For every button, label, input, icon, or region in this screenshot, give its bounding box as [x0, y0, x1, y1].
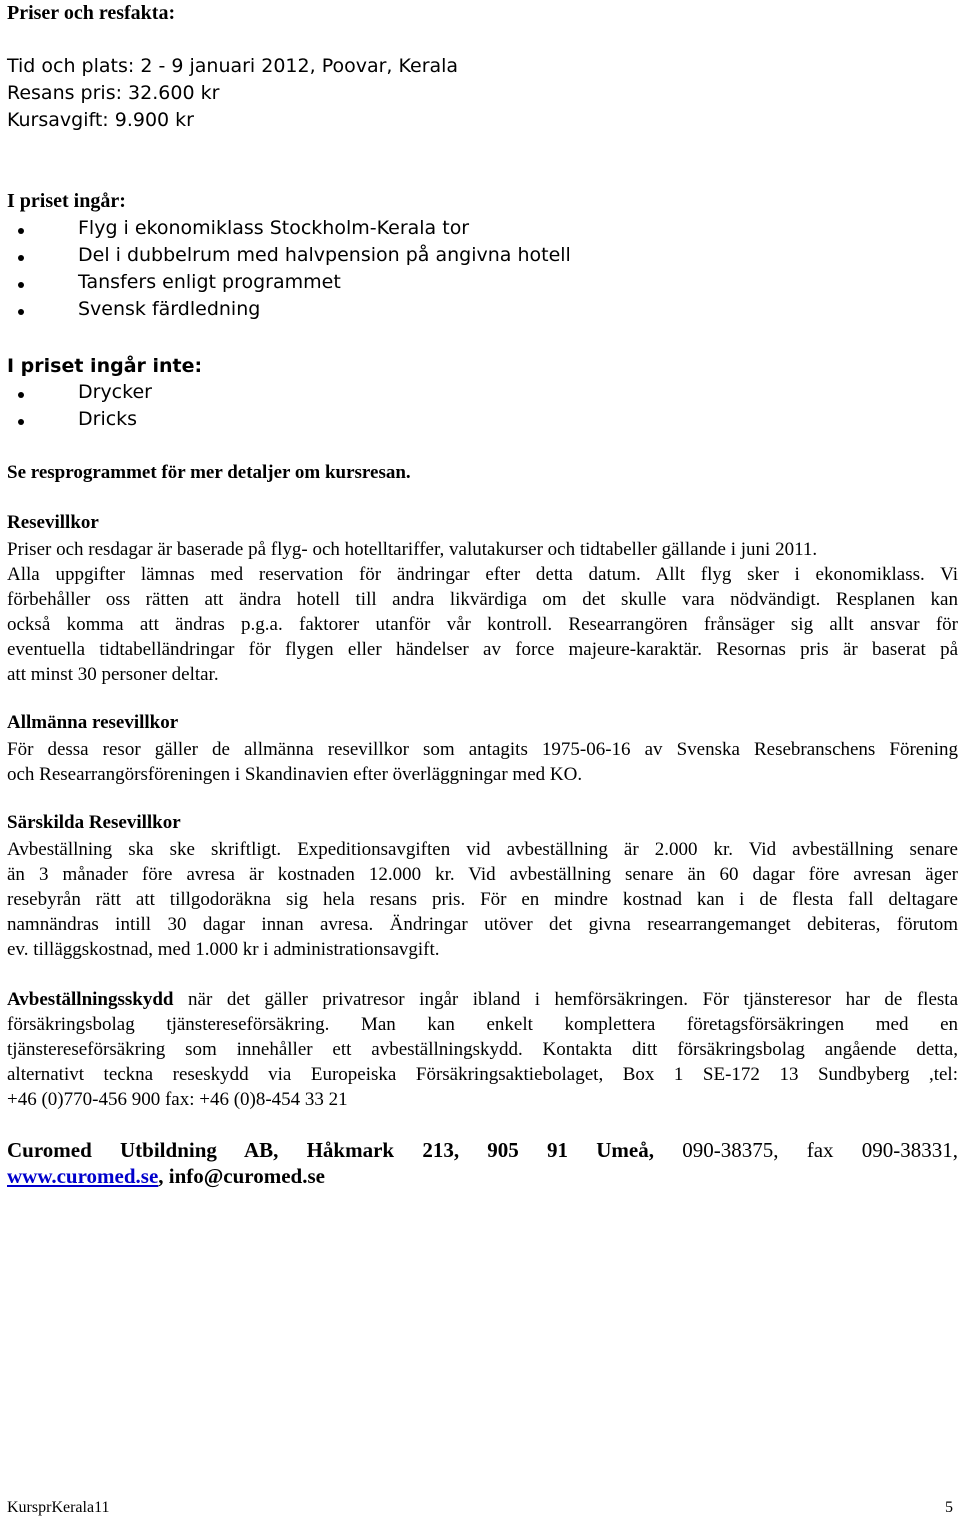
bullet-icon [18, 309, 24, 315]
resevillkor-heading: Resevillkor [7, 512, 99, 533]
not-included-heading: I priset ingår inte: [7, 355, 203, 377]
sarskilda-line: Avbeställning ska ske skriftligt. Expeditionsavgiften vid avbeställning är 2.000 kr. Vid avbeställning senare [7, 839, 958, 860]
bullet-icon [18, 255, 24, 261]
resevillkor-line: också komma att ändras p.g.a. faktorer utanför vår kontroll. Researrangören frånsäger sig allt ansvar för [7, 614, 958, 635]
fact-course-fee: Kursavgift: 9.900 kr [7, 109, 194, 131]
footer-page-number: 5 [945, 1499, 953, 1516]
sarskilda-line: ev. tilläggskostnad, med 1.000 kr i administrationsavgift. [7, 939, 440, 960]
bullet-icon [18, 228, 24, 234]
fact-price: Resans pris: 32.600 kr [7, 82, 220, 104]
sarskilda-line: resebyrån rätt att tillgodoräkna sig hela resans pris. För en mindre kostnad kan i de flesta fall deltagare [7, 889, 958, 910]
not-included-item: Drycker [78, 381, 152, 403]
included-item: Tansfers enligt programmet [78, 271, 341, 293]
bullet-icon [18, 392, 24, 398]
contact-phone-fax: 090-38375, fax 090-38331, [654, 1138, 958, 1162]
bullet-icon [18, 282, 24, 288]
bullet-icon [18, 419, 24, 425]
resevillkor-line: att minst 30 personer deltar. [7, 664, 219, 685]
sarskilda-line: än 3 månader före avresa är kostnaden 12.000 kr. Vid avbeställning senare än 60 dagar före avresan äger [7, 864, 958, 885]
contact-line [7, 1137, 958, 1164]
sarskilda-heading: Särskilda Resevillkor [7, 812, 181, 833]
skydd-line: försäkringsbolag tjänstereseförsäkring. Man kan enkelt komplettera företagsförsäkringen med en [7, 1014, 958, 1035]
not-included-item: Dricks [78, 408, 138, 430]
included-item: Svensk färdledning [78, 298, 261, 320]
page-title: Priser och resfakta: [7, 2, 176, 24]
see-program-note: Se resprogrammet för mer detaljer om kursresan. [7, 462, 411, 483]
included-heading: I priset ingår: [7, 190, 126, 212]
contact-web-line [7, 1164, 325, 1189]
allmanna-heading: Allmänna resevillkor [7, 712, 179, 733]
skydd-first-rest: när det gäller privatresor ingår ibland i hemförsäkringen. För tjänsteresor har de flesta [173, 989, 958, 1010]
included-item: Del i dubbelrum med halvpension på angivna hotell [78, 244, 571, 266]
contact-email: , info@curomed.se [158, 1164, 325, 1188]
sarskilda-line: namnändras intill 30 dagar innan avresa. Ändringar utöver det givna researrangemanget debiteras, förutom [7, 914, 958, 935]
allmanna-line: För dessa resor gäller de allmänna resevillkor som antagits 1975-06-16 av Svenska Resebranschens Förening [7, 739, 958, 760]
skydd-line: tjänstereseförsäkring som innehåller ett avbeställningskydd. Kontakta ditt försäkringsbolag angående detta, [7, 1039, 958, 1060]
resevillkor-line: Priser och resdagar är baserade på flyg- och hotelltariffer, valutakurser och tidtabeller gällande i juni 2011. [7, 539, 818, 560]
skydd-bold-lead: Avbeställningsskydd [7, 989, 174, 1010]
allmanna-line: och Researrangörsföreningen i Skandinavien efter överläggningar med KO. [7, 764, 583, 785]
skydd-line: +46 (0)770-456 900 fax: +46 (0)8-454 33 21 [7, 1089, 348, 1110]
skydd-first-line [7, 987, 958, 1012]
resevillkor-line: eventuella tidtabelländringar för flygen eller händelser av force majeure-karaktär. Resornas pris är baserat på [7, 639, 958, 660]
fact-date-place: Tid och plats: 2 - 9 januari 2012, Poovar, Kerala [7, 55, 459, 77]
contact-company: Curomed Utbildning AB, Håkmark 213, 905 91 Umeå, [7, 1138, 654, 1162]
skydd-line: alternativt teckna reseskydd via Europeiska Försäkringsaktiebolaget, Box 1 SE-172 13 Sundbyberg ,tel: [7, 1064, 958, 1085]
website-link[interactable]: www.curomed.se [7, 1164, 159, 1188]
resevillkor-line: förbehåller oss rätten att ändra hotell till andra likvärdiga om det skulle vara nödvändigt. Resplanen kan [7, 589, 958, 610]
resevillkor-line: Alla uppgifter lämnas med reservation för ändringar efter detta datum. Allt flyg sker i ekonomiklass. Vi [7, 564, 958, 585]
included-item: Flyg i ekonomiklass Stockholm-Kerala tor [78, 217, 470, 239]
footer-doc-name: KursprKerala11 [7, 1499, 110, 1516]
